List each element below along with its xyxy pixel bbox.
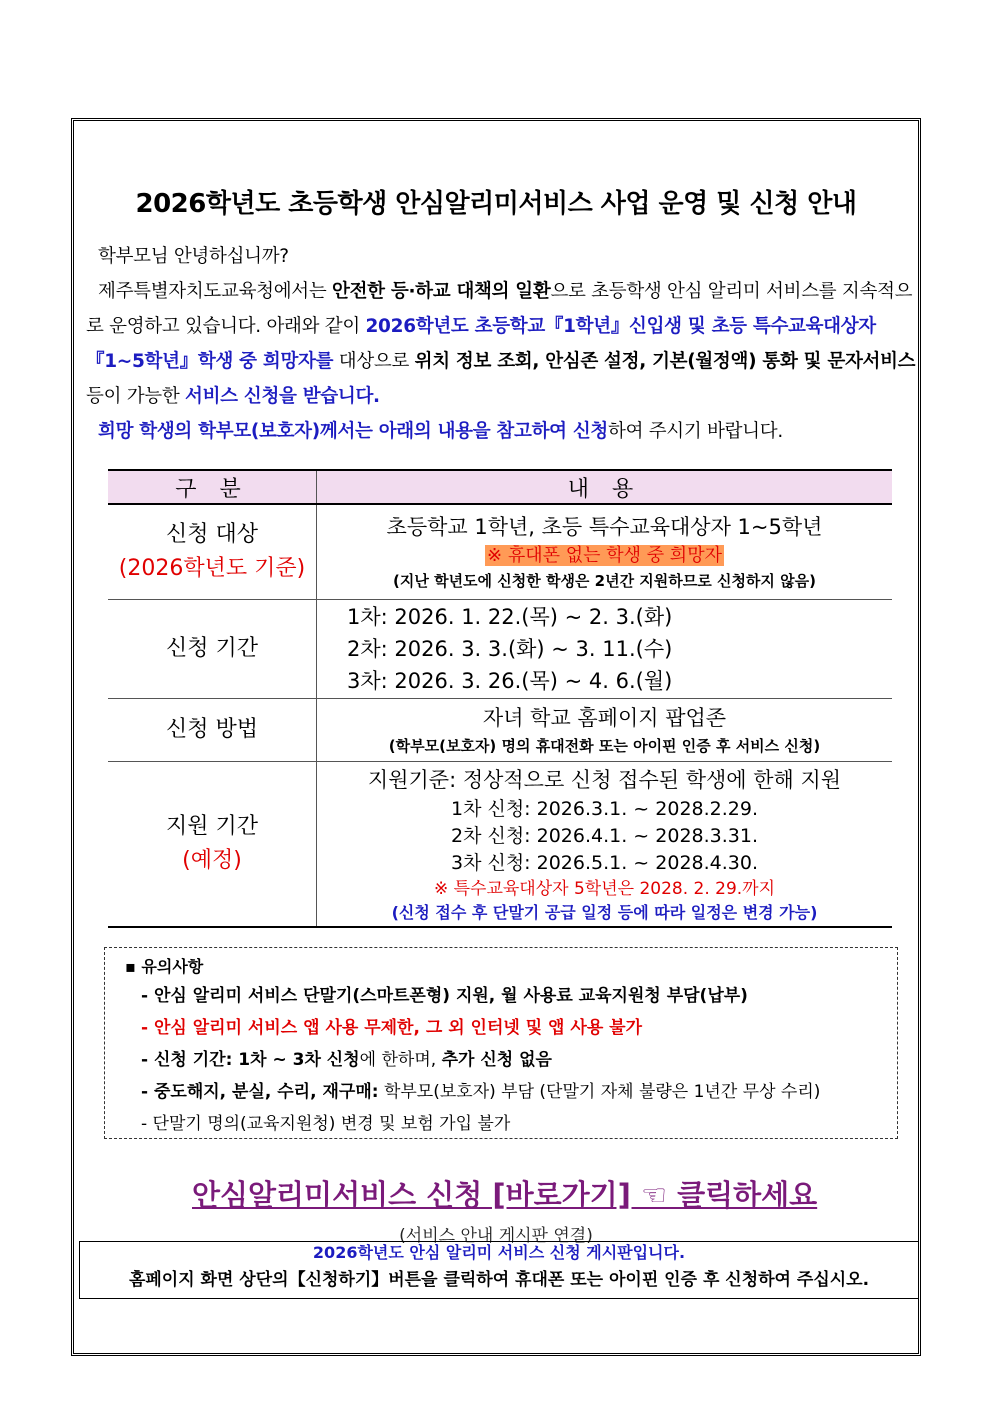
notes-title: ▪ 유의사항 (125, 957, 204, 976)
note-5: - 단말기 명의(교육지원청) 변경 및 보험 가입 불가 (141, 1114, 511, 1134)
header-category: 구 분 (108, 470, 317, 504)
board-line-2: 홈페이지 화면 상단의【신청하기】버튼을 클릭하여 휴대폰 또는 아이핀 인증 후 신청하여 주십시오. (128, 1270, 870, 1290)
p1-c: 으로 초등학생 안심 알리미 서비스를 지속적으로 운영하고 있습니다. 아래와 같이 (86, 281, 913, 337)
row-label-period: 신청 기간 (108, 600, 317, 699)
note-3 (141, 1044, 897, 1076)
support-label-sub: (예정) (182, 848, 242, 873)
notes-box (104, 947, 898, 1139)
p1-f: 위치 정보 조회, 안심존 설정, 기본(월정액) 통화 및 문자서비스 (414, 351, 916, 372)
table-row (108, 699, 892, 762)
p1-b: 안전한 등·하교 대책의 일환 (332, 281, 551, 302)
support-3: 3차 신청: 2026.5.1. ~ 2028.4.30. (450, 852, 759, 874)
note-3-a: - 신청 기간: 1차 ~ 3차 신청 (141, 1050, 360, 1070)
row-content-support (317, 762, 893, 928)
period-2: 2차: 2026. 3. 3.(화) ~ 3. 11.(수) (347, 637, 673, 661)
p1-a: 제주특별자치도교육청에서는 (98, 281, 333, 302)
table-row (108, 504, 892, 600)
apply-link[interactable]: 안심알리미서비스 신청 [바로가기] ☜ 클릭하세요 (192, 1178, 818, 1212)
row-label-method: 신청 방법 (108, 699, 317, 762)
header-content: 내 용 (317, 470, 893, 504)
page-title: 2026학년도 초등학생 안심알리미서비스 사업 운영 및 신청 안내 (135, 189, 857, 219)
method-main: 자녀 학교 홈페이지 팝업존 (482, 706, 727, 730)
p1-h: 서비스 신청을 받습니다. (185, 386, 380, 407)
note-2: - 안심 알리미 서비스 앱 사용 무제한, 그 외 인터넷 및 앱 사용 불가 (141, 1018, 643, 1038)
p1-g: 등이 가능한 (86, 386, 186, 407)
note-4-b: 학부모(보호자) 부담 (단말기 자체 불량은 1년간 무상 수리) (378, 1082, 821, 1102)
support-2: 2차 신청: 2026.4.1. ~ 2028.3.31. (450, 825, 759, 847)
note-4-a: - 중도해지, 분실, 수리, 재구매: (141, 1082, 379, 1102)
row-content-method (317, 699, 893, 762)
support-red: ※ 특수교육대상자 5학년은 2028. 2. 29.까지 (433, 879, 776, 899)
table-row (108, 600, 892, 699)
board-notice-box (79, 1241, 919, 1299)
target-main: 초등학교 1학년, 초등 특수교육대상자 1~5학년 (386, 515, 823, 539)
note-1: - 안심 알리미 서비스 단말기(스마트폰형) 지원, 월 사용료 교육지원청 부담(납부) (141, 986, 748, 1006)
method-small: (학부모(보호자) 명의 휴대전화 또는 아이핀 인증 후 서비스 신청) (388, 737, 821, 755)
target-label: 신청 대상 (165, 522, 258, 547)
board-line-1: 2026학년도 안심 알리미 서비스 신청 게시판입니다. (312, 1243, 686, 1262)
row-label-support (108, 762, 317, 928)
row-content-target (317, 504, 893, 600)
period-3: 3차: 2026. 3. 26.(목) ~ 4. 6.(월) (347, 669, 673, 693)
support-1: 1차 신청: 2026.3.1. ~ 2028.2.29. (450, 798, 759, 820)
p1-e: 대상으로 (333, 351, 415, 372)
row-label-target (108, 504, 317, 600)
intro-text (86, 239, 916, 449)
p1-d: 2026학년도 초등학교『1학년』신입생 및 초등 특수교육대상자『1~5학년』학생 중 희망자를 (86, 316, 876, 372)
info-table (108, 469, 892, 928)
note-3-b: 에 한하며, (359, 1050, 442, 1070)
row-content-period (317, 600, 893, 699)
document-frame (71, 118, 921, 1356)
period-1: 1차: 2026. 1. 22.(목) ~ 2. 3.(화) (347, 605, 673, 629)
note-4 (141, 1076, 897, 1108)
p2-a: 희망 학생의 학부모(보호자)께서는 아래의 내용을 참고하여 신청 (98, 421, 609, 442)
greeting: 학부모님 안녕하십니까? (98, 246, 289, 267)
target-note: ※ 휴대폰 없는 학생 중 희망자 (487, 545, 722, 566)
support-label: 지원 기간 (165, 814, 258, 839)
table-row (108, 762, 892, 928)
table-header-row (108, 470, 892, 504)
intro-paragraph-2 (86, 414, 916, 449)
support-blue: (신청 접수 후 단말기 공급 일정 등에 따라 일정은 변경 가능) (391, 903, 818, 922)
link-subtitle: (서비스 안내 게시판 연결) (399, 1226, 593, 1246)
p2-b: 하여 주시기 바랍니다. (608, 421, 783, 442)
note-3-c: 추가 신청 없음 (441, 1050, 552, 1070)
target-small: (지난 학년도에 신청한 학생은 2년간 지원하므로 신청하지 않음) (393, 572, 816, 590)
support-main: 지원기준: 정상적으로 신청 접수된 학생에 한해 지원 (367, 768, 842, 792)
target-label-sub: (2026학년도 기준) (118, 556, 306, 581)
intro-paragraph-1 (86, 274, 916, 414)
